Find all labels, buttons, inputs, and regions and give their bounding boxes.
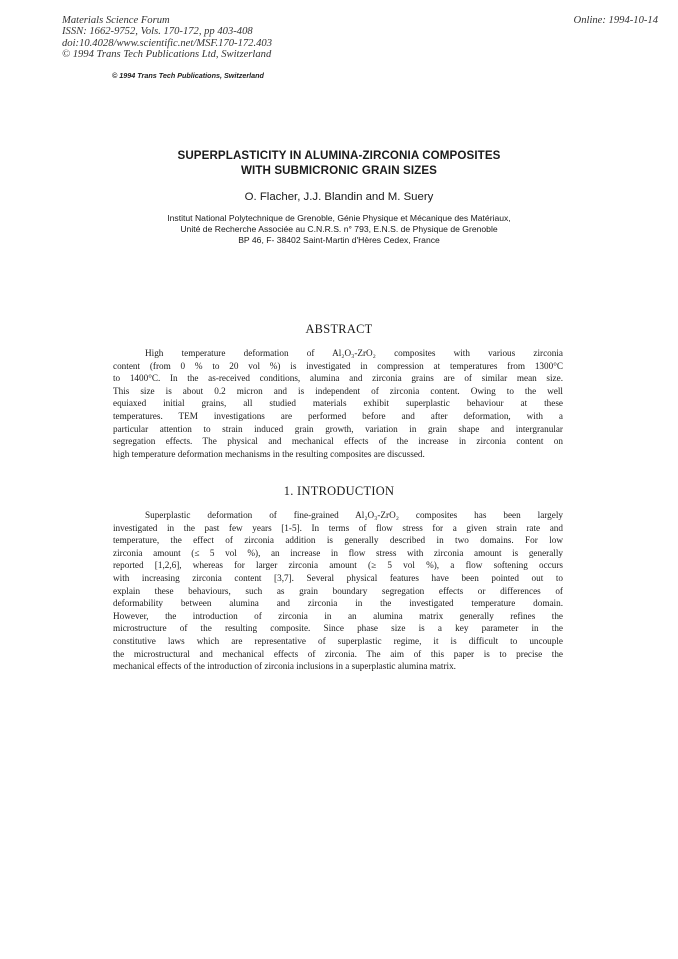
online-date: Online: 1994-10-14 [573, 15, 658, 26]
affiliation-line-1: Institut National Polytechnique de Grenoble, Génie Physique et Mécanique des Matériaux, [167, 213, 511, 223]
issn-line: ISSN: 1662-9752, Vols. 170-172, pp 403-408 [62, 26, 253, 38]
intro-line: the microstructural and mechanical effects of zirconia. The aim of this paper is to precise the [113, 648, 563, 659]
intro-line: reported [1,2,6], whereas for larger zirconia amount (≥ 5 vol %), a flow softening occurs [113, 560, 563, 571]
affiliation-line-3: BP 46, F- 38402 Saint-Martin d'Hères Cedex, France [238, 235, 440, 246]
journal-header [62, 15, 272, 61]
intro-line: explain these behaviours, such as grain boundary segregation effects or differences of [113, 585, 563, 596]
abstract-line: High temperature deformation of Al₂O₃-ZrO₂ composites with various zirconia [145, 348, 563, 358]
abstract-line: high temperature deformation mechanisms in the resulting composites are discussed. [113, 448, 425, 459]
affiliation [0, 213, 678, 247]
intro-line: constitutive laws which are representative of superplastic regime, it is difficult to uncouple [113, 635, 563, 646]
title-line-1: SUPERPLASTICITY IN ALUMINA-ZIRCONIA COMPOSITES [177, 149, 501, 162]
abstract-line: This size is about 0.2 micron and is independent of zirconia content. Owing to the well [113, 385, 563, 396]
doi-line: doi:10.4028/www.scientific.net/MSF.170-172.403 [62, 37, 272, 49]
title-line-2: WITH SUBMICRONIC GRAIN SIZES [240, 164, 438, 177]
intro-line: investigated in the past few years [1-5]. In terms of flow stress for a given strain rate and [113, 522, 563, 533]
abstract-line: temperatures. TEM investigations are performed before and after deformation, with a [113, 410, 563, 421]
intro-line: Superplastic deformation of fine-grained Al₂O₃-ZrO₂ composites has been largely [145, 510, 563, 520]
abstract-line: segregation effects. The physical and mechanical effects of the increase in zirconia content on [113, 436, 563, 447]
journal-name: Materials Science Forum [62, 15, 170, 26]
affiliation-line-2: Unité de Recherche Associée au C.N.R.S. n° 793, E.N.S. de Physique de Grenoble [180, 224, 498, 235]
intro-line: temperature, the effect of zirconia addition is generally described in two domains. For low [113, 535, 563, 546]
abstract-body [113, 347, 563, 460]
intro-line: deformability between alumina and zirconia in the investigated temperature domain. [113, 598, 563, 609]
print-copyright: © 1994 Trans Tech Publications, Switzerland [112, 71, 264, 80]
introduction-heading: 1. INTRODUCTION [283, 484, 395, 498]
paper-title [0, 148, 678, 178]
intro-line: microstructure of the resulting composite. Since phase size is a key parameter in the [113, 623, 563, 634]
authors: O. Flacher, J.J. Blandin and M. Suery [244, 191, 434, 203]
copyright-line: © 1994 Trans Tech Publications Ltd, Switzerland [62, 49, 272, 61]
intro-line: mechanical effects of the introduction of zirconia inclusions in a superplastic alumina matrix. [113, 661, 456, 672]
abstract-line: particular attention to strain induced grain growth, variation in grain shape and intergranular [113, 423, 563, 434]
intro-line: zirconia amount (≤ 5 vol %), an increase in flow stress with zirconia amount is generally [113, 547, 563, 558]
intro-line: However, the introduction of zirconia in an alumina matrix generally refines the [113, 610, 563, 621]
introduction-body [113, 509, 563, 673]
abstract-heading: ABSTRACT [305, 322, 373, 336]
abstract-line: equiaxed initial grains, all studied materials exhibit superplastic behaviour at these [113, 398, 563, 409]
abstract-line: to 1400°C. In the as-received conditions, alumina and zirconia grains are of similar mean size. [113, 373, 563, 384]
intro-line: with increasing zirconia content [3,7]. Several physical features have been pointed out to [113, 572, 563, 583]
abstract-line: content (from 0 % to 20 vol %) is investigated in compression at temperatures from 1300°C [113, 360, 563, 371]
